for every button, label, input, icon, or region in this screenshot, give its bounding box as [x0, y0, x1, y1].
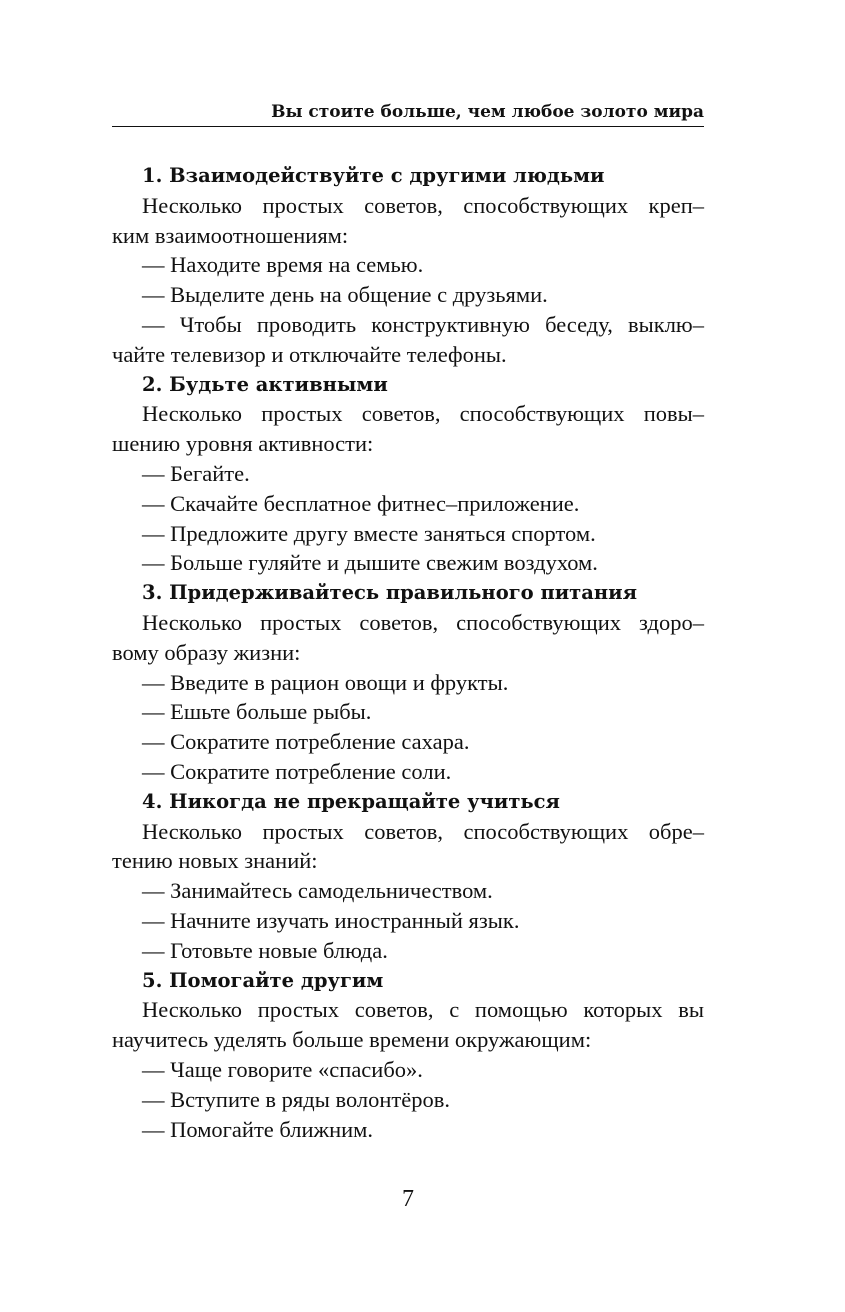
list-item: — Чтобы проводить конструктивную беседу, выклю–	[142, 311, 704, 337]
list-item: — Больше гуляйте и дышите свежим воздухом.	[142, 550, 598, 576]
header-rule	[112, 126, 704, 127]
list-item: — Помогайте ближним.	[142, 1116, 374, 1142]
section-4	[112, 787, 704, 966]
section-intro-line: Несколько простых советов, с помощью которых вы	[142, 997, 704, 1023]
section-heading: 3. Придерживайтесь правильного питания	[142, 581, 638, 605]
list-item: — Находите время на семью.	[142, 252, 424, 278]
section-intro-line: ким взаимоотношениям:	[112, 222, 349, 248]
list-item: — Сократите потребление сахара.	[142, 729, 470, 755]
section-intro-line: шению уровня активности:	[112, 431, 374, 457]
section-intro-line: Несколько простых советов, способствующих повы–	[142, 401, 704, 427]
section-5	[112, 966, 704, 1145]
section-2	[112, 370, 704, 579]
section-intro-line: научитесь уделять больше времени окружающим:	[112, 1027, 592, 1053]
section-intro-line: вому образу жизни:	[112, 639, 301, 665]
section-heading: 4. Никогда не прекращайте учиться	[142, 789, 560, 813]
list-item: — Выделите день на общение с друзьями.	[142, 282, 548, 308]
list-item: — Скачайте бесплатное фитнес–приложение.	[142, 490, 580, 516]
section-intro-line: тению новых знаний:	[112, 848, 318, 874]
list-item: — Начните изучать иностранный язык.	[142, 907, 520, 933]
list-item: — Введите в рацион овощи и фрукты.	[142, 669, 509, 695]
list-item: — Ешьте больше рыбы.	[142, 699, 372, 725]
list-item: — Сократите потребление соли.	[142, 758, 452, 784]
list-item: — Бегайте.	[142, 460, 250, 486]
section-1	[112, 161, 704, 370]
section-3	[112, 578, 704, 787]
section-heading: 2. Будьте активными	[142, 372, 388, 396]
section-intro-line: Несколько простых советов, способствующих здоро–	[142, 609, 704, 635]
section-intro-line: Несколько простых советов, способствующих обре–	[142, 818, 704, 844]
list-item-continuation: чайте телевизор и отключайте телефоны.	[112, 341, 507, 367]
list-item: — Чаще говорите «спасибо».	[142, 1056, 423, 1082]
page-number: 7	[402, 1186, 414, 1212]
page-body	[112, 161, 704, 1144]
list-item: — Предложите другу вместе заняться спортом.	[142, 520, 596, 546]
section-heading: 1. Взаимодействуйте с другими людьми	[142, 164, 605, 187]
list-item: — Занимайтесь самодельничеством.	[142, 878, 493, 904]
section-heading: 5. Помогайте другим	[142, 968, 384, 992]
list-item: — Вступите в ряды волонтёров.	[142, 1086, 450, 1112]
running-header: Вы стоите больше, чем любое золото мира	[271, 102, 704, 122]
section-intro-line: Несколько простых советов, способствующих креп–	[142, 192, 704, 218]
list-item: — Готовьте новые блюда.	[142, 937, 388, 963]
